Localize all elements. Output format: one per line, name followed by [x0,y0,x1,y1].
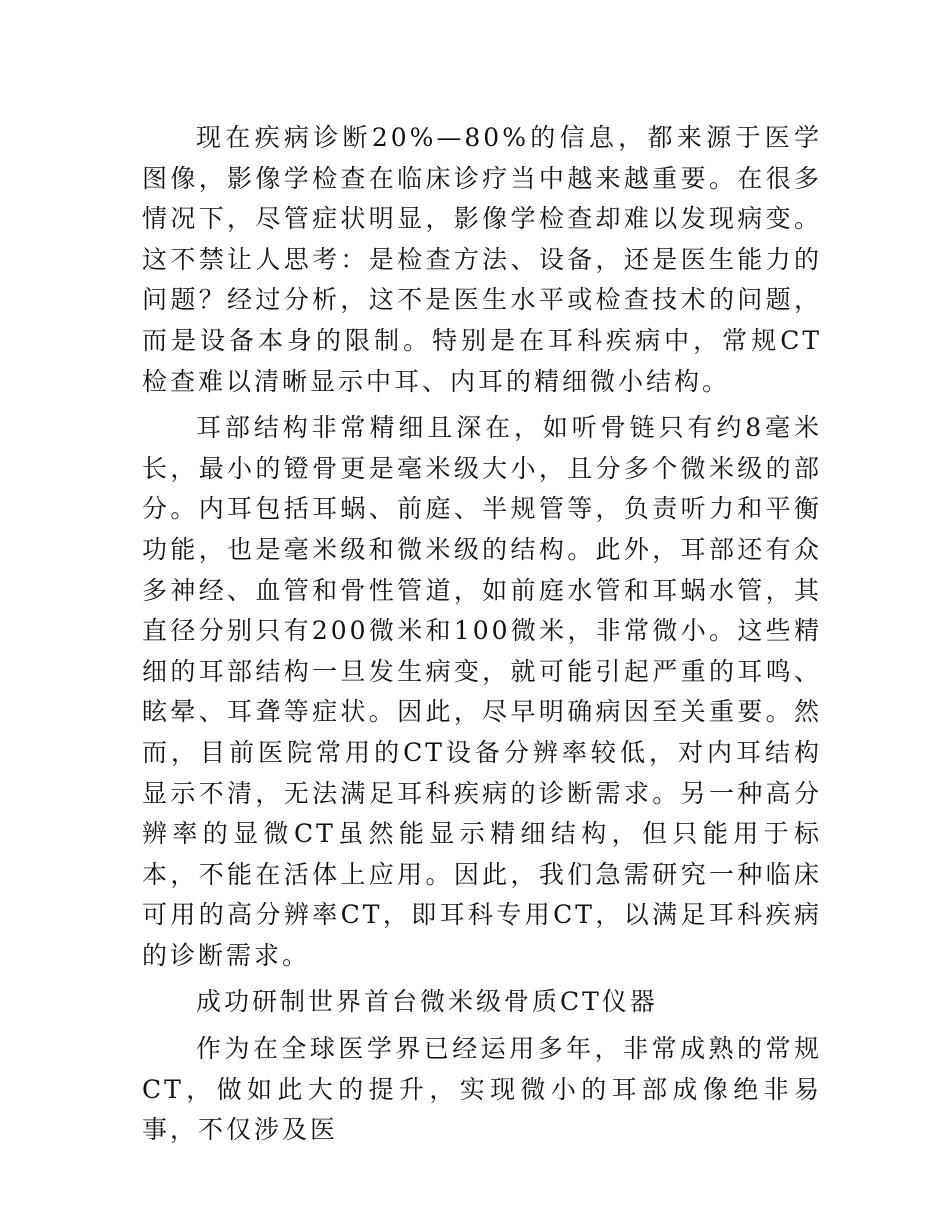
paragraph-ear-structure: 耳部结构非常精细且深在，如听骨链只有约8毫米长，最小的镫骨更是毫米级大小，且分多个微米级的部分。内耳包括耳蜗、前庭、半规管等，负责听力和平衡功能，也是毫米级和微米级的结构。此外，耳部还有众多神经、血管和骨性管道，如前庭水管和耳蜗水管，其直径分别只有200微米和100微米，非常微小。这些精细的耳部结构一旦发生病变，就可能引起严重的耳鸣、眩晕、耳聋等症状。因此，尽早明确病因至关重要。然而，目前医院常用的CT设备分辨率较低，对内耳结构显示不清，无法满足耳科疾病的诊断需求。另一种高分辨率的显微CT虽然能显示精细结构，但只能用于标本，不能在活体上应用。因此，我们急需研究一种临床可用的高分辨率CT，即耳科专用CT，以满足耳科疾病的诊断需求。 [142,413,822,970]
paragraph-ct-limitations: 现在疾病诊断20%—80%的信息，都来源于医学图像，影像学检查在临床诊疗当中越来越重要。在很多情况下，尽管症状明显，影像学检查却难以发现病变。这不禁让人思考：是检查方法、设备，还是医生能力的问题？经过分析，这不是医生水平或检查技术的问题，而是设备本身的限制。特别是在耳科疾病中，常规CT检查难以清晰显示中耳、内耳的精细微小结构。 [142,123,822,396]
paragraph-closing: 作为在全球医学界已经运用多年，非常成熟的常规CT，做如此大的提升，实现微小的耳部成像绝非易事，不仅涉及医 [142,1034,822,1145]
section-heading: 成功研制世界首台微米级骨质CT仪器 [196,987,658,1017]
document-body [142,118,822,1157]
